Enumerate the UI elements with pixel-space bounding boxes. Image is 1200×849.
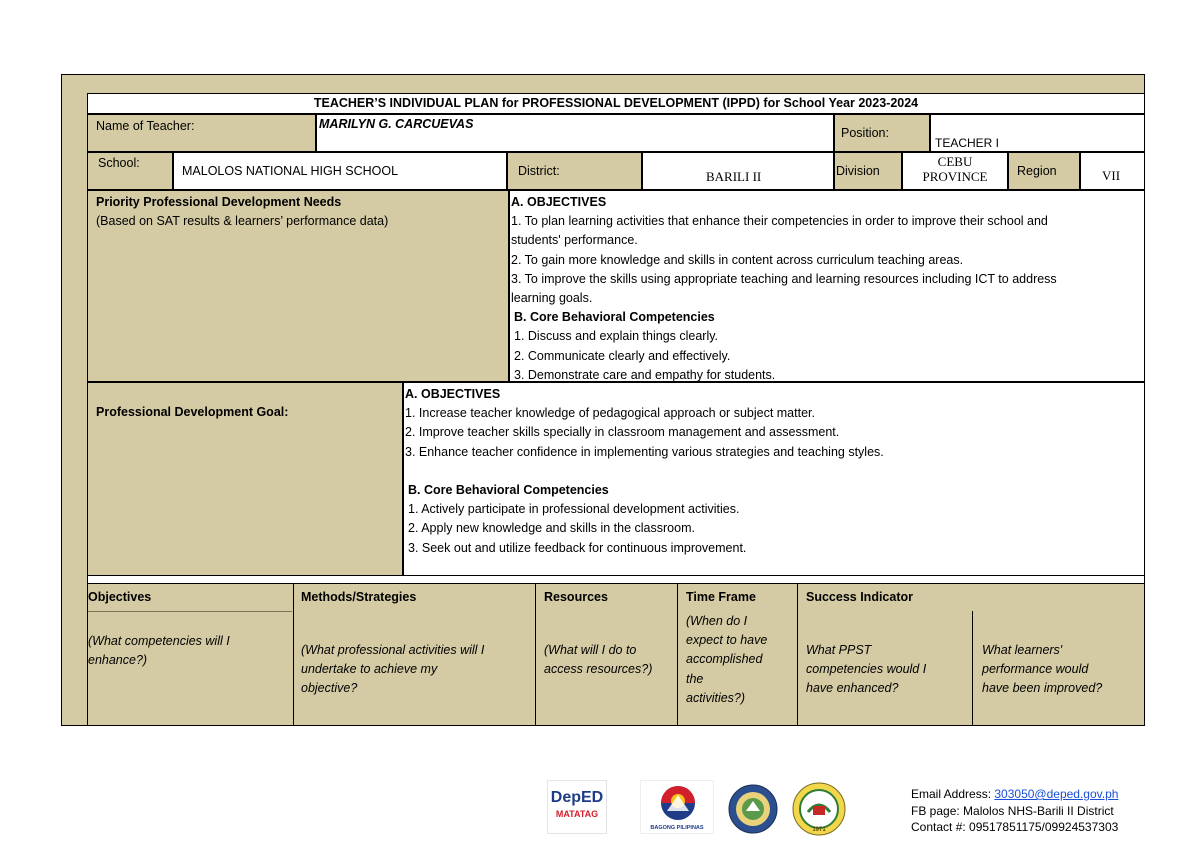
needs-objectives-heading: A. OBJECTIVES	[511, 195, 607, 209]
goal-competency: 1. Actively participate in professional development activities.	[408, 502, 740, 517]
email-line	[911, 786, 1191, 803]
needs-label-cell	[87, 190, 509, 382]
bagong-pilipinas-text: BAGONG PILIPINAS	[650, 825, 704, 831]
plan-table	[87, 584, 1145, 726]
contact-block	[911, 786, 1191, 836]
timeframe-question-line: the	[686, 671, 704, 686]
school-label: School:	[98, 156, 140, 170]
needs-objective-line: 1. To plan learning activities that enhance their competencies in order to improve their school and	[511, 214, 1048, 229]
school-seal	[792, 782, 846, 836]
goal-competency: 3. Seek out and utilize feedback for continuous improvement.	[408, 540, 747, 555]
position-label-cell	[834, 114, 930, 152]
goal-content-cell	[403, 382, 1145, 576]
timeframe-header: Time Frame	[686, 590, 756, 604]
bagong-pilipinas-emblem	[641, 781, 715, 825]
col-divider	[677, 584, 678, 726]
goal-objective: 1. Increase teacher knowledge of pedagogical approach or subject matter.	[405, 406, 815, 421]
resources-question	[544, 641, 652, 679]
col-divider	[972, 611, 973, 726]
resources-question-line: (What will I do to	[544, 643, 637, 657]
needs-subtitle: (Based on SAT results & learners’ performance data)	[96, 214, 389, 229]
teacher-name: MARILYN G. CARCUEVAS	[319, 117, 474, 131]
needs-competency: 3. Demonstrate care and empathy for students.	[514, 367, 776, 382]
success-ppst-line: have enhanced?	[806, 681, 899, 696]
division-seal	[728, 784, 778, 834]
name-value-cell	[316, 114, 834, 152]
deped-wordmark: DepED	[550, 789, 604, 806]
objectives-header: Objectives	[88, 590, 152, 604]
goal-spacer	[405, 462, 1144, 481]
needs-objective-line: 3. To improve the skills using appropriate teaching and learning resources including ICT to address	[511, 271, 1057, 286]
district-value: BARILI II	[706, 169, 762, 184]
col-divider	[797, 584, 798, 726]
name-label: Name of Teacher:	[96, 119, 195, 133]
district-value-cell	[642, 152, 834, 190]
goal-competencies-heading: B. Core Behavioral Competencies	[408, 483, 609, 498]
division-label: Division	[836, 164, 880, 178]
goal-objective: 2. Improve teacher skills specially in classroom management and assessment.	[405, 425, 840, 440]
email-label: Email Address:	[911, 787, 995, 801]
methods-question	[301, 641, 484, 699]
fb-page: FB page: Malolos NHS-Barili II District	[911, 803, 1114, 818]
objectives-question-line: (What competencies will I	[88, 634, 230, 648]
timeframe-question-line: accomplished	[686, 652, 763, 667]
col-divider	[535, 584, 536, 726]
position-label: Position:	[841, 126, 889, 140]
division-seal-icon	[728, 784, 778, 834]
title-cell	[87, 93, 1145, 114]
needs-competency: 1. Discuss and explain things clearly.	[514, 329, 719, 344]
success-ppst-line: competencies would I	[806, 662, 927, 677]
section-divider	[87, 576, 1145, 584]
methods-question-line: objective?	[301, 681, 358, 696]
methods-question-line: undertake to achieve my	[301, 662, 438, 677]
school-label-cell	[87, 152, 173, 190]
region-label-cell	[1008, 152, 1080, 190]
timeframe-question-line: activities?)	[686, 690, 746, 705]
district-label: District:	[518, 164, 560, 178]
page-title: TEACHER’S INDIVIDUAL PLAN for PROFESSIONAL DEVELOPMENT (IPPD) for School Year 2023-2024	[313, 96, 919, 110]
goal-objective: 3. Enhance teacher confidence in implementing various strategies and teaching styles.	[405, 444, 884, 459]
division-value-line-2: PROVINCE	[922, 169, 988, 184]
school-value: MALOLOS NATIONAL HIGH SCHOOL	[182, 164, 399, 178]
division-label-cell	[834, 152, 902, 190]
needs-objective-line: learning goals.	[511, 291, 593, 306]
name-label-cell	[87, 114, 316, 152]
matatag-wordmark: MATATAG	[555, 809, 599, 819]
success-learners-question	[982, 641, 1102, 699]
methods-header: Methods/Strategies	[301, 590, 417, 604]
resources-header: Resources	[544, 590, 608, 604]
success-ppst-line: What PPST	[806, 643, 872, 657]
success-learners-line: What learners'	[982, 643, 1063, 657]
deped-matatag-logo	[547, 780, 607, 834]
region-label: Region	[1017, 164, 1057, 178]
needs-objective-line: 2. To gain more knowledge and skills in content across curriculum teaching areas.	[511, 252, 964, 267]
needs-title: Priority Professional Development Needs	[96, 195, 342, 209]
success-ppst-question	[806, 641, 926, 699]
needs-objective-line: students' performance.	[511, 233, 638, 248]
resources-question-line: access resources?)	[544, 662, 653, 677]
success-learners-line: performance would	[982, 662, 1089, 677]
region-value-cell	[1080, 152, 1145, 190]
success-header: Success Indicator	[806, 590, 913, 604]
school-value-cell	[173, 152, 507, 190]
objectives-question	[88, 632, 230, 670]
timeframe-question-line: (When do I	[686, 614, 748, 628]
success-learners-line: have been improved?	[982, 681, 1103, 696]
division-value-cell	[902, 152, 1008, 190]
needs-content-cell	[509, 190, 1145, 382]
position-value: TEACHER I	[935, 136, 1000, 150]
division-value-line-1: CEBU	[937, 154, 973, 169]
school-seal-year: 1971	[812, 827, 826, 833]
email-link[interactable]: 303050@deped.gov.ph	[994, 787, 1119, 801]
goal-label-cell	[87, 382, 403, 576]
col-divider	[293, 584, 294, 726]
header-underline	[88, 611, 292, 612]
objectives-question-line: enhance?)	[88, 653, 148, 668]
bagong-pilipinas-logo	[640, 780, 714, 834]
position-value-cell	[930, 114, 1145, 152]
goal-objectives-heading: A. OBJECTIVES	[405, 387, 501, 401]
contact-number: Contact #: 09517851175/09924537303	[911, 820, 1119, 834]
needs-competency: 2. Communicate clearly and effectively.	[514, 348, 731, 363]
goal-label: Professional Development Goal:	[96, 405, 289, 419]
timeframe-question	[686, 612, 767, 708]
methods-question-line: (What professional activities will I	[301, 643, 485, 657]
needs-competencies-heading: B. Core Behavioral Competencies	[514, 310, 715, 325]
district-label-cell	[507, 152, 642, 190]
region-value: VII	[1102, 168, 1121, 183]
goal-competency: 2. Apply new knowledge and skills in the classroom.	[408, 521, 695, 536]
timeframe-question-line: expect to have	[686, 633, 768, 648]
